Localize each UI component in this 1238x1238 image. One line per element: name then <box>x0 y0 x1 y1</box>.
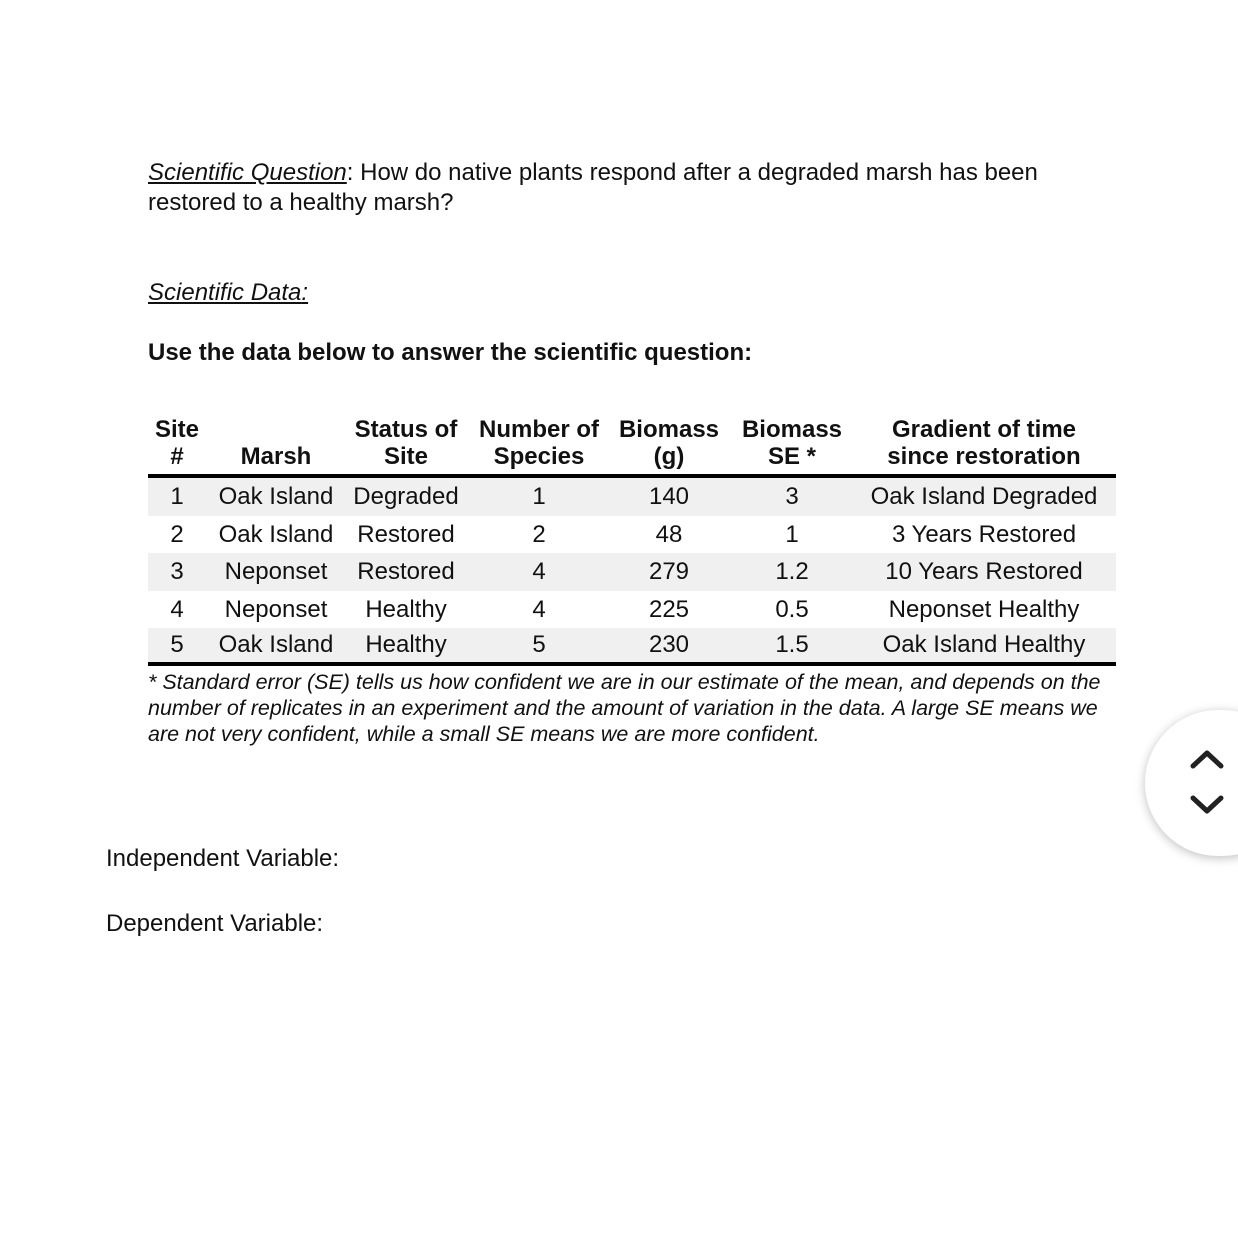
cell-status: Restored <box>357 520 455 548</box>
independent-variable-label: Independent Variable: <box>106 845 340 872</box>
cell-biomass-se: 1 <box>785 520 799 548</box>
cell-marsh: Neponset <box>224 595 328 623</box>
cell-gradient: Oak Island Healthy <box>882 631 1086 658</box>
table-row <box>148 516 1116 554</box>
table-row <box>148 591 1116 629</box>
cell-status: Healthy <box>365 631 447 658</box>
table-row <box>148 553 1116 591</box>
cell-biomass-se: 1.5 <box>775 631 809 658</box>
cell-biomass: 140 <box>648 483 690 510</box>
header-site: Site # <box>154 416 199 470</box>
question-label: Scientific Question <box>148 159 347 186</box>
instruction: Use the data below to answer the scientific question: <box>148 339 753 366</box>
cell-species: 4 <box>532 595 546 623</box>
data-table <box>148 416 1116 666</box>
scroll-nav-widget <box>1145 710 1238 856</box>
dependent-variable-label: Dependent Variable: <box>106 910 324 937</box>
cell-marsh: Oak Island <box>218 631 334 658</box>
cell-site: 5 <box>170 631 184 658</box>
cell-status: Degraded <box>353 483 459 510</box>
cell-species: 2 <box>532 520 546 548</box>
cell-gradient: 10 Years Restored <box>885 558 1083 585</box>
header-biomass: Biomass (g) <box>618 416 720 470</box>
data-heading-label: Scientific Data <box>148 279 302 306</box>
scientific-question <box>148 158 1108 218</box>
chevron-down-icon[interactable] <box>1189 794 1225 816</box>
cell-gradient: 3 Years Restored <box>891 520 1077 548</box>
cell-status: Healthy <box>365 595 447 623</box>
cell-status: Restored <box>357 558 455 585</box>
cell-gradient: Neponset Healthy <box>888 595 1080 623</box>
cell-marsh: Oak Island <box>218 520 334 548</box>
header-status: Status of Site <box>354 416 458 470</box>
cell-biomass: 48 <box>655 520 683 548</box>
table-row <box>148 478 1116 516</box>
se-footnote: * Standard error (SE) tells us how confident we are in our estimate of the mean, and depends on the number of replicates in an experiment and the amount of variation in the data. A large SE means we are not very confident, while a small SE means we are more confident. <box>148 670 1101 746</box>
question-separator: : <box>346 159 354 186</box>
header-species: Number of Species <box>479 416 599 470</box>
cell-marsh: Oak Island <box>218 483 334 510</box>
cell-biomass: 230 <box>648 631 690 658</box>
cell-site: 2 <box>170 520 184 548</box>
table-row <box>148 628 1116 666</box>
cell-species: 5 <box>532 631 546 658</box>
cell-biomass: 225 <box>648 595 690 623</box>
cell-species: 1 <box>532 483 546 510</box>
cell-site: 1 <box>170 483 184 510</box>
header-marsh: Marsh <box>240 443 312 470</box>
chevron-up-icon[interactable] <box>1189 748 1225 770</box>
cell-biomass-se: 3 <box>785 483 799 510</box>
cell-biomass: 279 <box>648 558 690 585</box>
cell-gradient: Oak Island Degraded <box>870 483 1098 510</box>
cell-biomass-se: 1.2 <box>775 558 809 585</box>
cell-site: 3 <box>170 558 184 585</box>
header-biomass-se: Biomass SE * <box>741 416 843 470</box>
cell-species: 4 <box>532 558 546 585</box>
cell-site: 4 <box>170 595 184 623</box>
cell-biomass-se: 0.5 <box>775 595 809 623</box>
header-gradient: Gradient of time since restoration <box>887 416 1081 470</box>
cell-marsh: Neponset <box>224 558 328 585</box>
scientific-data-heading <box>148 278 308 308</box>
question-text: How do native plants respond after a degraded marsh has been restored to a healthy marsh? <box>148 159 1038 216</box>
data-heading-separator: : <box>301 279 309 306</box>
table-header <box>148 416 1116 478</box>
